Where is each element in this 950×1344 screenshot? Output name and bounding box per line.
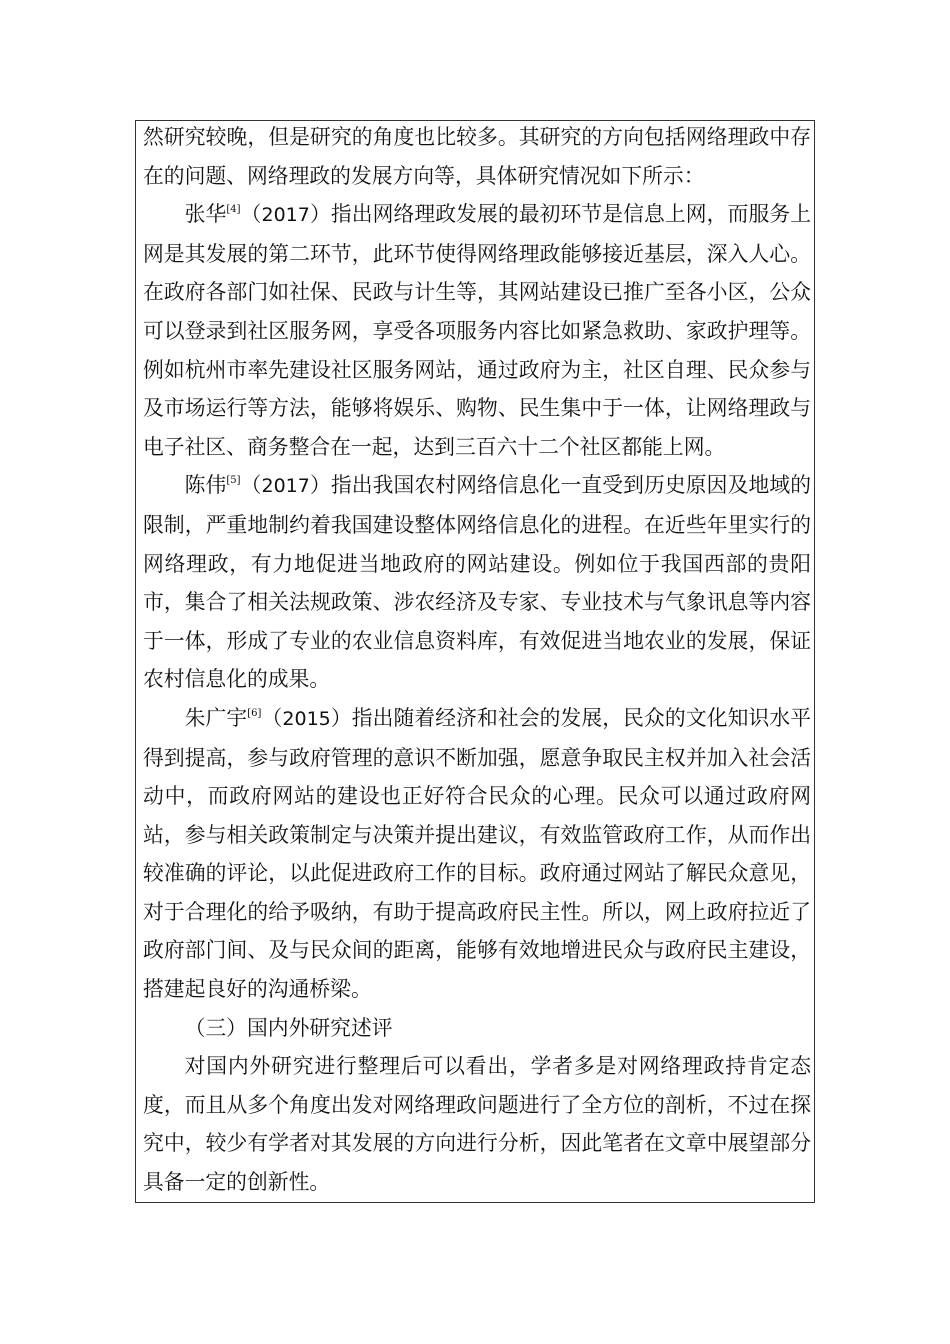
paragraph-text: 指出网络理政发展的最初环节是信息上网，而服务上网是其发展的第二环节，此环节使得网络理政能够接近基层，深入人心。在政府各部门如社保、民政与计生等，其网站建设已推广至各小区，公众可以登录到社区服务网，享受各项服务内容比如紧急救助、家政护理等。例如杭州市率先建设社区服务网站，通过政府为主，社区自理、民众参与及市场运行等方法，能够将娱乐、购物、民生集中于一体，让网络理政与电子社区、商务整合在一起，达到三百六十二个社区都能上网。 <box>143 202 812 459</box>
citation-marker: [4] <box>226 204 241 216</box>
year: 2017 <box>261 204 310 227</box>
document-body <box>143 118 811 1202</box>
literature-paragraph-chen-wei <box>143 466 811 699</box>
review-paragraph: 对国内外研究进行整理后可以看出，学者多是对网络理政持肯定态度，而且从多个角度出发对网络理政问题进行了全方位的剖析，不过在探究中，较少有学者对其发展的方向进行分析，因此笔者在文章中展望部分具备一定的创新性。 <box>143 1054 811 1195</box>
year-close-paren: ） <box>330 705 352 730</box>
section-heading: （三）国内外研究述评 <box>184 1015 393 1040</box>
paragraph-text: 指出我国农村网络信息化一直受到历史原因及地域的限制，严重地制约着我国建设整体网络信息化的进程。在近些年里实行的网络理政，有力地促进当地政府的网站建设。例如位于我国西部的贵阳市，集合了相关法规政策、涉农经济及专家、专业技术与气象讯息等内容于一体，形成了专业的农业信息资料库，有效促进当地农业的发展，保证农村信息化的成果。 <box>143 473 812 692</box>
year: 2017 <box>261 475 310 498</box>
year: 2015 <box>282 707 331 730</box>
author-name: 张华 <box>184 202 227 227</box>
year-close-paren: ） <box>309 202 331 227</box>
year-open-paren: （ <box>240 202 262 227</box>
literature-paragraph-zhang-hua <box>143 195 811 466</box>
citation-marker: [5] <box>226 475 241 487</box>
literature-paragraph-zhu-guangyu <box>143 699 811 1009</box>
intro-paragraph: 然研究较晚，但是研究的角度也比较多。其研究的方向包括网络理政中存在的问题、网络理政的发展方向等，具体研究情况如下所示： <box>143 125 811 188</box>
year-open-paren: （ <box>240 473 262 498</box>
citation-marker: [6] <box>247 707 262 719</box>
year-close-paren: ） <box>309 473 331 498</box>
paragraph-text: 指出随着经济和社会的发展，民众的文化知识水平得到提高，参与政府管理的意识不断加强，愿意争取民主权并加入社会活动中，而政府网站的建设也正好符合民众的心理。民众可以通过政府网站，参与相关政策制定与决策并提出建议，有效监管政府工作，从而作出较准确的评论，以此促进政府工作的目标。政府通过网站了解民众意见，对于合理化的给予吸纳，有助于提高政府民主性。所以，网上政府拉近了政府部门间、及与民众间的距离，能够有效地增进民众与政府民主建设，搭建起良好的沟通桥梁。 <box>143 705 812 1002</box>
author-name: 朱广宇 <box>184 705 248 730</box>
year-open-paren: （ <box>261 705 283 730</box>
author-name: 陈伟 <box>184 473 227 498</box>
